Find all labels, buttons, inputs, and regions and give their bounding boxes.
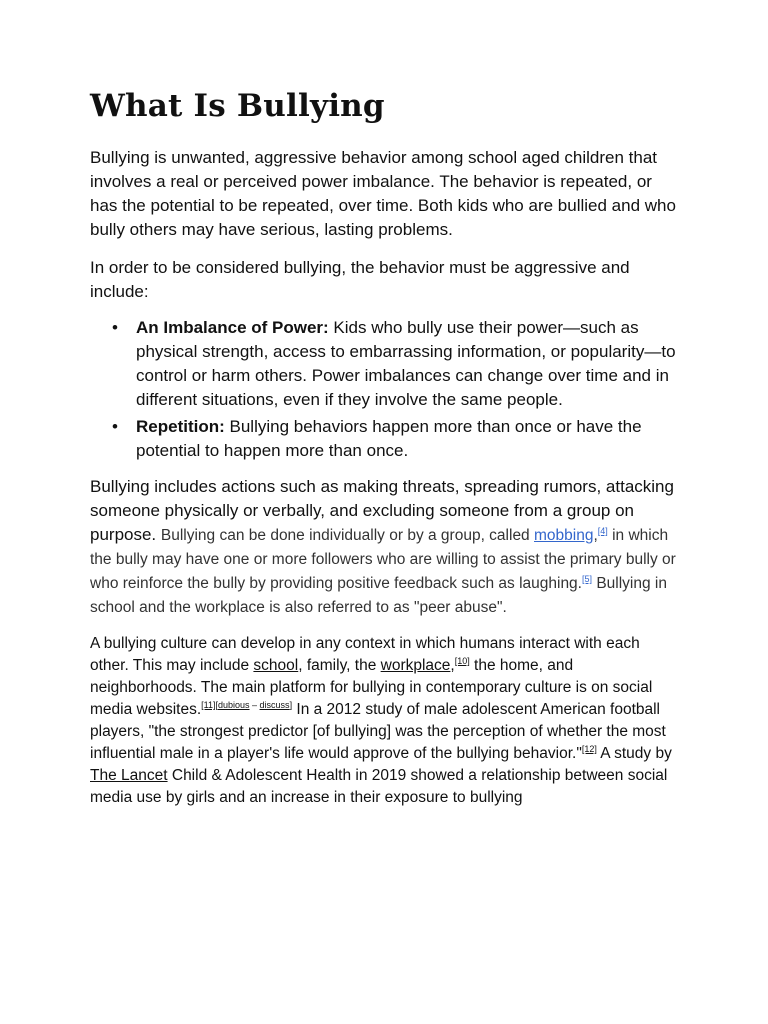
text-run: ] xyxy=(289,700,293,710)
text-run: , xyxy=(450,657,455,674)
list-item xyxy=(90,316,680,412)
list-item xyxy=(90,415,680,463)
discuss-link[interactable]: discuss xyxy=(259,700,290,710)
citation-link[interactable]: [12] xyxy=(581,744,597,754)
page-title: What Is Bullying xyxy=(90,88,385,124)
text-run: In a 2012 study of male adolescent American football players, "the strongest predictor [of bullying] was the perception of whether the most influential male in a player's life would approve of the bullying behavior." xyxy=(90,701,666,762)
citation-11[interactable] xyxy=(201,700,292,710)
criteria-list xyxy=(90,316,680,463)
citation-10[interactable] xyxy=(455,656,470,666)
dubious-link[interactable]: dubious xyxy=(218,700,250,710)
list-item-heading: An Imbalance of Power: xyxy=(136,318,329,337)
text-run: the home, and neighborhoods. The main platform for bullying in contemporary culture is on social media websites. xyxy=(90,657,653,718)
mobbing-link[interactable]: mobbing xyxy=(534,527,594,544)
actions-lead-text: Bullying includes actions such as making threats, spreading rumors, attacking someone physically or verbally, and excluding someone from a group on purpose. xyxy=(90,477,674,544)
citation-link[interactable]: [4] xyxy=(597,526,608,536)
actions-paragraph xyxy=(90,475,680,619)
list-item-heading: Repetition: xyxy=(136,417,225,436)
list-item-text: Bullying behaviors happen more than once or have the potential to happen more than once. xyxy=(136,417,642,460)
culture-paragraph xyxy=(90,633,680,809)
lancet-link[interactable]: The Lancet xyxy=(90,767,168,784)
citation-12[interactable] xyxy=(582,744,597,754)
text-run: Bullying in school and the workplace is also referred to as "peer abuse". xyxy=(90,575,667,616)
text-run: , xyxy=(593,527,598,544)
mobbing-text xyxy=(90,527,676,616)
text-run: Bullying can be done individually or by a group, called xyxy=(160,527,534,544)
citation-link[interactable]: [11] xyxy=(201,700,216,710)
citation-link[interactable]: [10] xyxy=(454,656,470,666)
citation-5[interactable] xyxy=(582,574,592,584)
text-run: – xyxy=(249,700,260,710)
text-run: A study by xyxy=(596,745,672,762)
text-run: Child & Adolescent Health in 2019 showed a relationship between social media use by girls and an increase in their exposure to bullying xyxy=(90,767,668,806)
criteria-paragraph: In order to be considered bullying, the behavior must be aggressive and include: xyxy=(90,258,630,301)
bullet-icon: • xyxy=(112,318,118,337)
intro-paragraph: Bullying is unwanted, aggressive behavior among school aged children that involves a real or perceived power imbalance. The behavior is repeated, or has the potential to be repeated, over time. Both kids who are bullied and who bully others may have serious, lasting problems. xyxy=(90,148,676,239)
text-run: , family, the xyxy=(298,657,381,674)
list-item-text: Kids who bully use their power—such as physical strength, access to embarrassing information, or popularity—to control or harm others. Power imbalances can change over time and in different situations, even if they involve the same people. xyxy=(136,318,676,409)
workplace-link[interactable]: workplace xyxy=(380,657,451,674)
text-run: A bullying culture can develop in any context in which humans interact with each other. This may include xyxy=(90,635,640,674)
citation-4[interactable] xyxy=(598,526,608,536)
text-run: [ xyxy=(215,700,218,710)
school-link[interactable]: school xyxy=(253,657,299,674)
bullet-icon: • xyxy=(112,417,118,436)
text-run: in which the bully may have one or more followers who are willing to assist the primary bully or who reinforce the bully by providing positive feedback such as laughing. xyxy=(90,527,676,592)
citation-link[interactable]: [5] xyxy=(582,574,593,584)
